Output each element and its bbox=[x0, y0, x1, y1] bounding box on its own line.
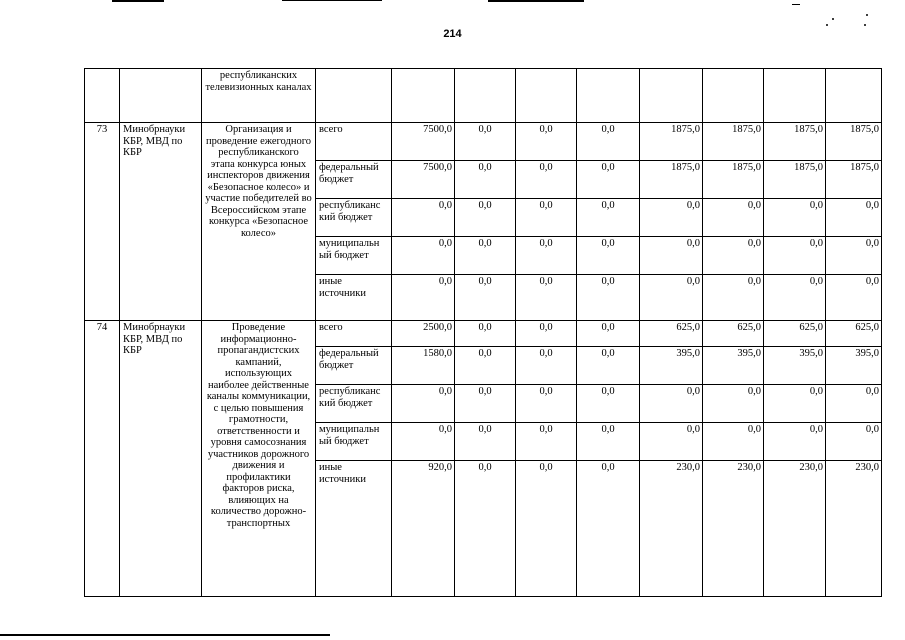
funding-source: всего bbox=[316, 321, 392, 347]
row-executor: Минобрнауки КБР, МВД по КБР bbox=[120, 321, 202, 597]
funding-value: 0,0 bbox=[455, 461, 516, 597]
funding-value: 0,0 bbox=[640, 275, 703, 321]
scan-artifact-line bbox=[282, 0, 382, 1]
funding-value: 1875,0 bbox=[640, 123, 703, 161]
row-number: 74 bbox=[85, 321, 120, 597]
funding-value: 0,0 bbox=[455, 275, 516, 321]
funding-value: 625,0 bbox=[640, 321, 703, 347]
funding-value: 0,0 bbox=[577, 237, 640, 275]
row-number: 73 bbox=[85, 123, 120, 321]
scan-artifact-line bbox=[0, 634, 330, 636]
funding-value: 0,0 bbox=[640, 385, 703, 423]
funding-value: 0,0 bbox=[577, 461, 640, 597]
funding-value: 0,0 bbox=[516, 347, 577, 385]
funding-value: 0,0 bbox=[516, 461, 577, 597]
scan-artifact-line bbox=[112, 0, 164, 2]
funding-value: 0,0 bbox=[455, 321, 516, 347]
funding-value: 0,0 bbox=[455, 161, 516, 199]
funding-source: муниципальн ый бюджет bbox=[316, 237, 392, 275]
scan-artifact-line bbox=[792, 4, 800, 5]
funding-value: 0,0 bbox=[826, 237, 882, 275]
funding-value: 0,0 bbox=[826, 385, 882, 423]
funding-value: 230,0 bbox=[826, 461, 882, 597]
cell-event: республиканских телевизионных каналах bbox=[202, 69, 316, 123]
table-row bbox=[85, 321, 882, 347]
funding-value: 0,0 bbox=[577, 385, 640, 423]
funding-value: 230,0 bbox=[703, 461, 764, 597]
funding-value: 0,0 bbox=[516, 385, 577, 423]
scan-speck bbox=[864, 24, 866, 26]
funding-value: 395,0 bbox=[764, 347, 826, 385]
funding-value: 395,0 bbox=[826, 347, 882, 385]
row-executor: Минобрнауки КБР, МВД по КБР bbox=[120, 123, 202, 321]
row-event: Проведение информационно-пропагандистских кампаний, использующих наиболее действенные каналы коммуникации, с целью повышения грамотности, ответственности и уровня самосознания участников дорожного движения и профилактики факторов риска, влияющих на количество дорожно-транспортных bbox=[202, 321, 316, 597]
scan-speck bbox=[832, 18, 834, 20]
funding-value: 0,0 bbox=[577, 161, 640, 199]
funding-value: 0,0 bbox=[577, 347, 640, 385]
funding-source: иные источники bbox=[316, 275, 392, 321]
funding-value: 0,0 bbox=[826, 275, 882, 321]
funding-source: республиканс кий бюджет bbox=[316, 385, 392, 423]
funding-value: 1875,0 bbox=[764, 161, 826, 199]
funding-value: 0,0 bbox=[455, 423, 516, 461]
funding-value: 1875,0 bbox=[826, 161, 882, 199]
row-event: Организация и проведение ежегодного республиканского этапа конкурса юных инспекторов движения «Безопасное колесо» и участие победителей во Всероссийском этапе конкурса «Безопасное колесо» bbox=[202, 123, 316, 321]
funding-value: 625,0 bbox=[703, 321, 764, 347]
funding-value: 0,0 bbox=[577, 423, 640, 461]
scan-speck bbox=[866, 14, 868, 16]
funding-value: 1875,0 bbox=[826, 123, 882, 161]
funding-value: 395,0 bbox=[640, 347, 703, 385]
funding-value: 0,0 bbox=[455, 237, 516, 275]
cell-source bbox=[316, 69, 392, 123]
funding-value: 1875,0 bbox=[703, 161, 764, 199]
funding-value: 920,0 bbox=[392, 461, 455, 597]
cell-value bbox=[826, 69, 882, 123]
funding-value: 0,0 bbox=[764, 199, 826, 237]
funding-value: 625,0 bbox=[764, 321, 826, 347]
funding-value: 0,0 bbox=[640, 423, 703, 461]
funding-value: 7500,0 bbox=[392, 123, 455, 161]
funding-value: 0,0 bbox=[392, 275, 455, 321]
funding-value: 1580,0 bbox=[392, 347, 455, 385]
cell-executor bbox=[120, 69, 202, 123]
table-body bbox=[85, 69, 882, 597]
funding-value: 0,0 bbox=[516, 123, 577, 161]
funding-value: 0,0 bbox=[516, 237, 577, 275]
cell-value bbox=[703, 69, 764, 123]
table-row bbox=[85, 123, 882, 161]
funding-value: 395,0 bbox=[703, 347, 764, 385]
funding-value: 0,0 bbox=[703, 199, 764, 237]
funding-value: 625,0 bbox=[826, 321, 882, 347]
funding-value: 0,0 bbox=[764, 385, 826, 423]
funding-value: 0,0 bbox=[577, 275, 640, 321]
funding-value: 0,0 bbox=[703, 237, 764, 275]
funding-value: 2500,0 bbox=[392, 321, 455, 347]
page-number: 214 bbox=[443, 28, 462, 40]
funding-source: иные источники bbox=[316, 461, 392, 597]
funding-value: 0,0 bbox=[826, 199, 882, 237]
funding-value: 0,0 bbox=[577, 123, 640, 161]
funding-value: 230,0 bbox=[764, 461, 826, 597]
funding-value: 0,0 bbox=[516, 275, 577, 321]
funding-value: 0,0 bbox=[392, 385, 455, 423]
funding-value: 0,0 bbox=[455, 199, 516, 237]
funding-value: 0,0 bbox=[392, 199, 455, 237]
funding-value: 0,0 bbox=[577, 199, 640, 237]
continuation-row bbox=[85, 69, 882, 123]
cell-value bbox=[577, 69, 640, 123]
funding-source: федеральный бюджет bbox=[316, 347, 392, 385]
budget-table bbox=[84, 68, 882, 597]
funding-source: республиканс кий бюджет bbox=[316, 199, 392, 237]
cell-value bbox=[764, 69, 826, 123]
funding-source: муниципальн ый бюджет bbox=[316, 423, 392, 461]
funding-value: 1875,0 bbox=[703, 123, 764, 161]
scan-speck bbox=[826, 24, 828, 26]
funding-value: 1875,0 bbox=[640, 161, 703, 199]
funding-value: 0,0 bbox=[640, 237, 703, 275]
funding-value: 0,0 bbox=[516, 321, 577, 347]
cell-number bbox=[85, 69, 120, 123]
cell-value bbox=[516, 69, 577, 123]
cell-value bbox=[455, 69, 516, 123]
funding-value: 0,0 bbox=[764, 275, 826, 321]
funding-value: 230,0 bbox=[640, 461, 703, 597]
scan-artifact-line bbox=[488, 0, 584, 2]
funding-source: всего bbox=[316, 123, 392, 161]
funding-value: 0,0 bbox=[392, 237, 455, 275]
funding-value: 0,0 bbox=[826, 423, 882, 461]
funding-value: 7500,0 bbox=[392, 161, 455, 199]
funding-value: 0,0 bbox=[703, 423, 764, 461]
funding-value: 0,0 bbox=[455, 123, 516, 161]
funding-value: 0,0 bbox=[455, 385, 516, 423]
funding-source: федеральный бюджет bbox=[316, 161, 392, 199]
funding-value: 0,0 bbox=[455, 347, 516, 385]
funding-value: 0,0 bbox=[764, 237, 826, 275]
funding-value: 0,0 bbox=[516, 199, 577, 237]
funding-value: 1875,0 bbox=[764, 123, 826, 161]
cell-value bbox=[640, 69, 703, 123]
funding-value: 0,0 bbox=[764, 423, 826, 461]
funding-value: 0,0 bbox=[703, 385, 764, 423]
funding-value: 0,0 bbox=[516, 423, 577, 461]
funding-value: 0,0 bbox=[516, 161, 577, 199]
funding-value: 0,0 bbox=[640, 199, 703, 237]
funding-value: 0,0 bbox=[392, 423, 455, 461]
funding-value: 0,0 bbox=[703, 275, 764, 321]
funding-value: 0,0 bbox=[577, 321, 640, 347]
cell-value bbox=[392, 69, 455, 123]
